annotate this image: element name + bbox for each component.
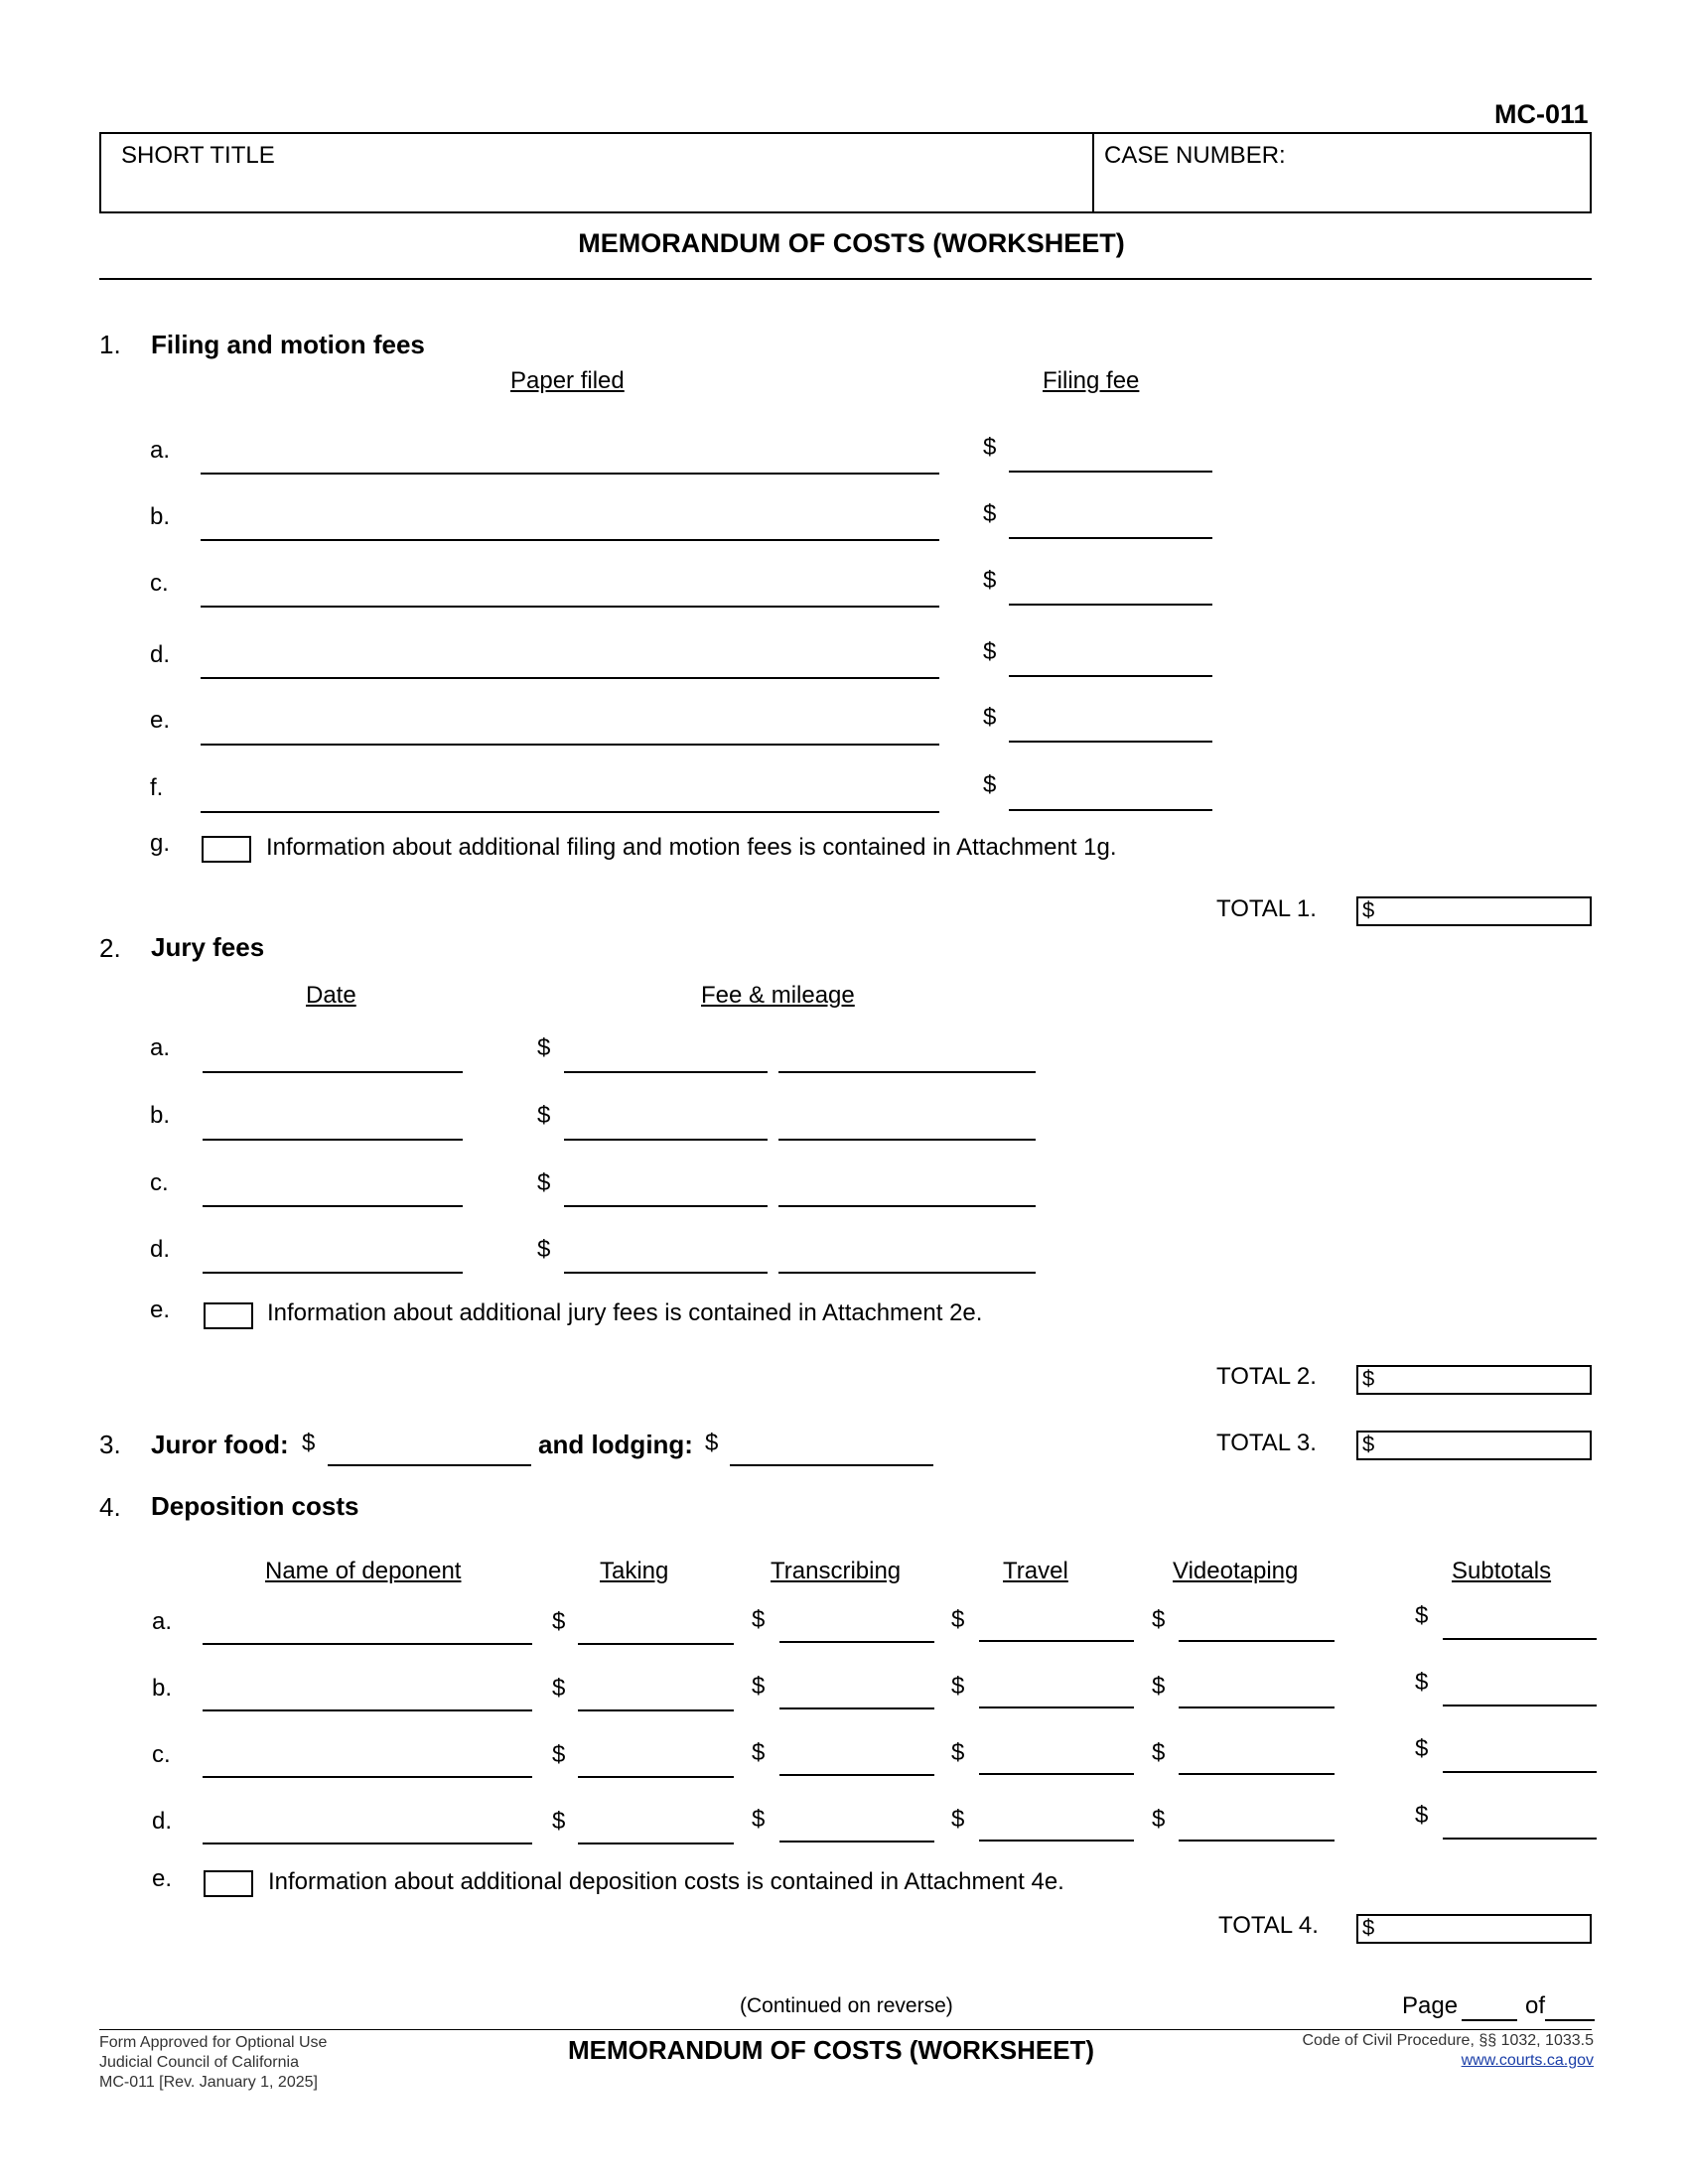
continued-note: (Continued on reverse) (740, 1994, 953, 2017)
row-label: d. (150, 641, 171, 668)
row-label: e. (152, 1865, 173, 1892)
dollar-sign: $ (983, 704, 997, 731)
jury-date-input[interactable] (203, 1139, 463, 1141)
jury-mileage-input[interactable] (778, 1272, 1036, 1274)
short-title-label: SHORT TITLE (121, 142, 275, 169)
attachment-2e-checkbox[interactable] (204, 1302, 253, 1329)
section-1-title: Filing and motion fees (151, 330, 425, 359)
filing-fee-input[interactable] (1009, 537, 1212, 539)
dollar-sign: $ (752, 1739, 766, 1766)
footer-website-link[interactable]: www.courts.ca.gov (1461, 2052, 1594, 2069)
lodging-label: and lodging: (538, 1430, 693, 1459)
dollar-sign: $ (1415, 1602, 1429, 1629)
col-videotaping: Videotaping (1173, 1558, 1299, 1584)
paper-filed-input[interactable] (201, 677, 939, 679)
travel-input[interactable] (979, 1840, 1134, 1842)
taking-input[interactable] (578, 1843, 734, 1844)
attachment-4e-text: Information about additional deposition costs is contained in Attachment 4e. (268, 1868, 1064, 1895)
footer-approval: Form Approved for Optional Use (99, 2034, 328, 2051)
row-label: c. (150, 570, 169, 597)
row-label: c. (150, 1169, 169, 1196)
jury-mileage-input[interactable] (778, 1139, 1036, 1141)
lodging-input[interactable] (730, 1464, 933, 1466)
row-label: f. (150, 774, 164, 801)
dollar-sign: $ (752, 1606, 766, 1633)
page-title: MEMORANDUM OF COSTS (WORKSHEET) (578, 228, 1125, 258)
page-label: Page (1402, 1992, 1459, 2019)
col-name-of-deponent: Name of deponent (265, 1558, 462, 1584)
transcribing-input[interactable] (779, 1707, 934, 1709)
col-fee-mileage: Fee & mileage (701, 982, 855, 1009)
row-label: e. (150, 1297, 171, 1323)
deponent-name-input[interactable] (203, 1643, 532, 1645)
short-title-field[interactable] (99, 132, 1094, 213)
videotaping-input[interactable] (1179, 1706, 1335, 1708)
transcribing-input[interactable] (779, 1841, 934, 1843)
total-1-label: TOTAL 1. (1216, 895, 1317, 922)
dollar-sign: $ (983, 638, 997, 665)
dollar-sign: $ (1362, 1915, 1375, 1940)
row-label: b. (152, 1675, 173, 1702)
dollar-sign: $ (1415, 1735, 1429, 1762)
row-label: b. (150, 503, 171, 530)
paper-filed-input[interactable] (201, 811, 939, 813)
page-number-input[interactable] (1462, 2019, 1517, 2021)
travel-input[interactable] (979, 1706, 1134, 1708)
filing-fee-input[interactable] (1009, 675, 1212, 677)
form-id: MC-011 (1494, 99, 1589, 129)
total-2-label: TOTAL 2. (1216, 1363, 1317, 1390)
subtotal-input[interactable] (1443, 1705, 1597, 1706)
videotaping-input[interactable] (1179, 1773, 1335, 1775)
col-paper-filed: Paper filed (510, 367, 625, 394)
dollar-sign: $ (1152, 1739, 1166, 1766)
videotaping-input[interactable] (1179, 1840, 1335, 1842)
dollar-sign: $ (951, 1739, 965, 1766)
footer-form-rev: MC-011 [Rev. January 1, 2025] (99, 2074, 318, 2091)
page-of-label: of (1525, 1992, 1546, 2019)
dollar-sign: $ (1415, 1669, 1429, 1696)
footer-title: MEMORANDUM OF COSTS (WORKSHEET) (568, 2035, 1095, 2065)
col-filing-fee: Filing fee (1043, 367, 1140, 394)
row-label: b. (150, 1102, 171, 1129)
deponent-name-input[interactable] (203, 1709, 532, 1711)
deponent-name-input[interactable] (203, 1776, 532, 1778)
jury-fee-input[interactable] (564, 1205, 768, 1207)
jury-fee-input[interactable] (564, 1071, 768, 1073)
row-label: g. (150, 830, 171, 857)
dollar-sign: $ (537, 1102, 551, 1129)
dollar-sign: $ (552, 1741, 566, 1768)
total-4-field[interactable] (1356, 1914, 1592, 1944)
page-total-input[interactable] (1545, 2019, 1595, 2021)
jury-date-input[interactable] (203, 1272, 463, 1274)
subtotal-input[interactable] (1443, 1638, 1597, 1640)
col-subtotals: Subtotals (1452, 1558, 1552, 1584)
dollar-sign: $ (983, 500, 997, 527)
dollar-sign: $ (1415, 1802, 1429, 1829)
row-label: d. (150, 1236, 171, 1263)
row-label: a. (152, 1608, 173, 1635)
travel-input[interactable] (979, 1640, 1134, 1642)
taking-input[interactable] (578, 1709, 734, 1711)
dollar-sign: $ (1152, 1806, 1166, 1833)
paper-filed-input[interactable] (201, 606, 939, 608)
footer-council: Judicial Council of California (99, 2054, 299, 2071)
footer-code-citation: Code of Civil Procedure, §§ 1032, 1033.5 (1302, 2032, 1594, 2049)
title-divider (99, 278, 1592, 280)
paper-filed-input[interactable] (201, 473, 939, 475)
total-3-field[interactable] (1356, 1431, 1592, 1460)
total-1-field[interactable] (1356, 896, 1592, 926)
col-travel: Travel (1003, 1558, 1068, 1584)
attachment-4e-checkbox[interactable] (204, 1870, 253, 1897)
section-1-number: 1. (99, 330, 121, 359)
row-label: a. (150, 1034, 171, 1061)
row-label: e. (150, 707, 171, 734)
transcribing-input[interactable] (779, 1641, 934, 1643)
jury-mileage-input[interactable] (778, 1071, 1036, 1073)
jury-fee-input[interactable] (564, 1272, 768, 1274)
dollar-sign: $ (752, 1806, 766, 1833)
filing-fee-input[interactable] (1009, 741, 1212, 743)
case-number-label: CASE NUMBER: (1104, 142, 1286, 169)
section-2-number: 2. (99, 933, 121, 963)
filing-fee-input[interactable] (1009, 471, 1212, 473)
jury-date-input[interactable] (203, 1071, 463, 1073)
taking-input[interactable] (578, 1643, 734, 1645)
dollar-sign: $ (552, 1608, 566, 1635)
dollar-sign: $ (983, 771, 997, 798)
deponent-name-input[interactable] (203, 1843, 532, 1844)
row-label: d. (152, 1808, 173, 1835)
transcribing-input[interactable] (779, 1774, 934, 1776)
paper-filed-input[interactable] (201, 539, 939, 541)
jury-date-input[interactable] (203, 1205, 463, 1207)
section-2-title: Jury fees (151, 932, 265, 962)
juror-food-label: Juror food: (151, 1430, 289, 1459)
col-date: Date (306, 982, 356, 1009)
dollar-sign: $ (983, 434, 997, 461)
dollar-sign: $ (983, 567, 997, 594)
subtotal-input[interactable] (1443, 1771, 1597, 1773)
travel-input[interactable] (979, 1773, 1134, 1775)
dollar-sign: $ (752, 1673, 766, 1700)
paper-filed-input[interactable] (201, 744, 939, 746)
subtotal-input[interactable] (1443, 1838, 1597, 1840)
dollar-sign: $ (537, 1236, 551, 1263)
dollar-sign: $ (705, 1430, 719, 1456)
dollar-sign: $ (552, 1675, 566, 1702)
case-number-field[interactable] (1092, 132, 1592, 213)
dollar-sign: $ (1362, 897, 1375, 922)
section-3-number: 3. (99, 1430, 121, 1459)
col-taking: Taking (600, 1558, 669, 1584)
row-label: a. (150, 437, 171, 464)
section-4-title: Deposition costs (151, 1491, 359, 1521)
footer-divider (99, 2029, 1592, 2030)
jury-mileage-input[interactable] (778, 1205, 1036, 1207)
section-4-number: 4. (99, 1492, 121, 1522)
dollar-sign: $ (537, 1034, 551, 1061)
dollar-sign: $ (1152, 1673, 1166, 1700)
dollar-sign: $ (951, 1606, 965, 1633)
taking-input[interactable] (578, 1776, 734, 1778)
attachment-1g-text: Information about additional filing and motion fees is contained in Attachment 1g. (266, 834, 1117, 861)
col-transcribing: Transcribing (771, 1558, 902, 1584)
dollar-sign: $ (552, 1808, 566, 1835)
total-4-label: TOTAL 4. (1218, 1912, 1319, 1939)
juror-food-input[interactable] (328, 1464, 531, 1466)
filing-fee-input[interactable] (1009, 809, 1212, 811)
filing-fee-input[interactable] (1009, 604, 1212, 606)
dollar-sign: $ (951, 1673, 965, 1700)
dollar-sign: $ (1362, 1432, 1375, 1456)
attachment-1g-checkbox[interactable] (202, 836, 251, 863)
dollar-sign: $ (1152, 1606, 1166, 1633)
videotaping-input[interactable] (1179, 1640, 1335, 1642)
dollar-sign: $ (537, 1169, 551, 1196)
jury-fee-input[interactable] (564, 1139, 768, 1141)
dollar-sign: $ (1362, 1366, 1375, 1391)
row-label: c. (152, 1741, 171, 1768)
total-2-field[interactable] (1356, 1365, 1592, 1395)
attachment-2e-text: Information about additional jury fees is contained in Attachment 2e. (267, 1299, 983, 1326)
dollar-sign: $ (951, 1806, 965, 1833)
dollar-sign: $ (302, 1430, 316, 1456)
total-3-label: TOTAL 3. (1216, 1430, 1317, 1456)
